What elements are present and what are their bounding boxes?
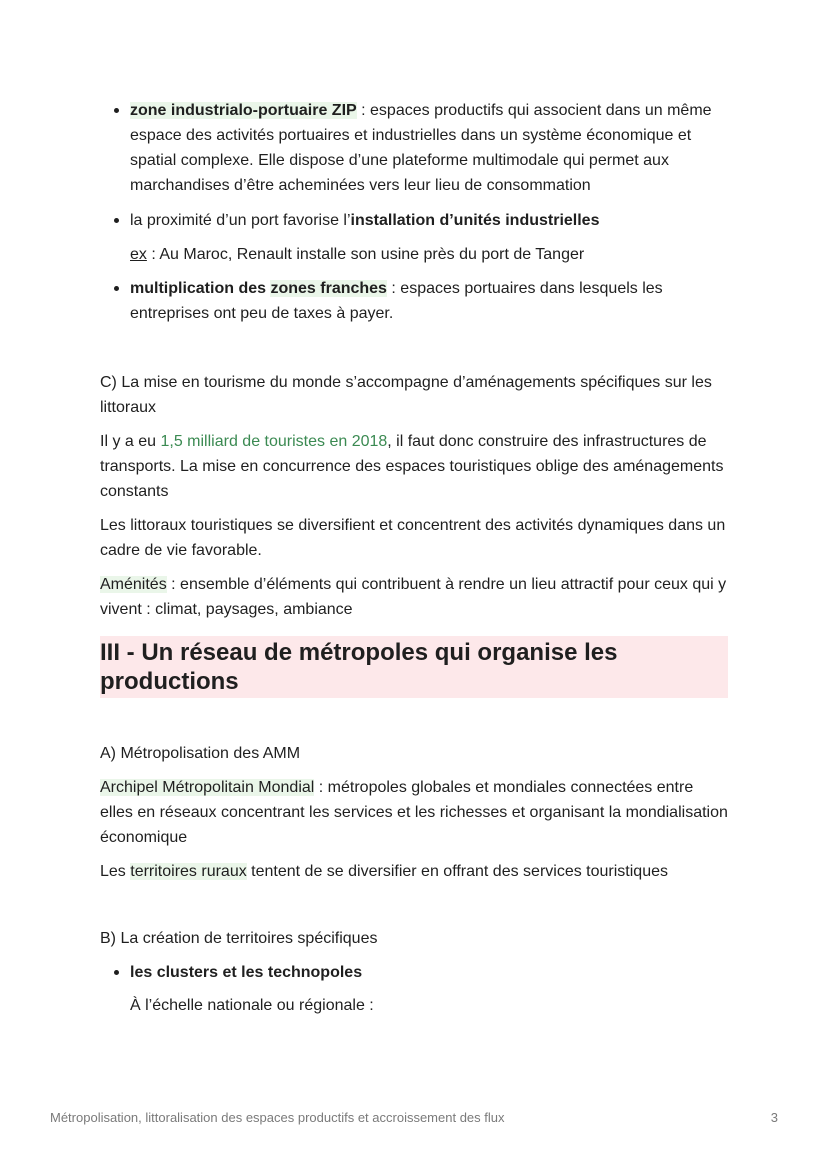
list-item-port [100,208,730,233]
example-line [100,242,730,267]
sub-line: À l’échelle nationale ou régionale : [130,997,374,1014]
bold-term: installation d’unités industrielles [350,212,600,229]
term-amm: Archipel Métropolitain Mondial [100,779,315,796]
section-c-heading: C) La mise en tourisme du monde s’accompagne d’aménagements spécifiques sur les littoraux [100,374,712,416]
example-text: : Au Maroc, Renault installe son usine près du port de Tanger [146,246,585,263]
definition-text: : espaces productifs qui associent dans un même espace des activités portuaires et industrielles dans un système économique et spatial complexe. Elle dispose d’une plateforme multimodale qui permet aux marchandises d’être acheminées vers leur lieu de consommation [130,102,712,194]
paragraph-amm [100,775,730,850]
list-item-clusters: les clusters et les technopoles [100,960,730,985]
section-b-heading: B) La création de territoires spécifiques [100,930,378,947]
text: tentent de se diversifier en offrant des services touristiques [246,863,668,880]
highlight-statistic: 1,5 milliard de touristes en 2018 [160,433,388,450]
page-number: 3 [770,1110,778,1125]
definition-text: : métropoles globales et mondiales connectées entre elles en réseaux concentrant les services et les richesses et organisant la mondialisation économique [100,779,728,846]
paragraph-amenites [100,572,730,622]
section-a-heading: A) Métropolisation des AMM [100,745,301,762]
paragraph-tourists [100,429,730,504]
part-3-title: III - Un réseau de métropoles qui organise les productions [100,636,728,698]
text: Les [100,863,131,880]
term-zip: zone industrialo-portuaire ZIP [130,102,357,119]
text: Il y a eu [100,433,161,450]
list-item-zones [100,276,730,326]
list-item-zip [100,98,730,198]
text: la proximité d’un port favorise l’ [130,212,351,229]
bold-text: multiplication des [130,280,271,297]
term-amenites: Aménités [100,576,167,593]
definition-text: : ensemble d’éléments qui contribuent à rendre un lieu attractif pour ceux qui y vivent : climat, paysages, ambiance [100,576,727,618]
term-zones-franches: zones franches [270,280,387,297]
paragraph-littoraux: Les littoraux touristiques se diversifient et concentrent des activités dynamiques dans un cadre de vie favorable. [100,517,726,559]
definition-text: : espaces portuaires dans lesquels les entreprises ont peu de taxes à payer. [130,280,663,322]
term-territoires-ruraux: territoires ruraux [130,863,247,880]
footer-title: Métropolisation, littoralisation des espaces productifs et accroissement des flux [50,1110,505,1125]
document-body [100,98,730,1018]
example-label: ex [130,246,147,263]
paragraph-ruraux [100,859,730,884]
text: , il faut donc construire des infrastructures de transports. La mise en concurrence des espaces touristiques oblige des aménagements constants [100,433,724,500]
